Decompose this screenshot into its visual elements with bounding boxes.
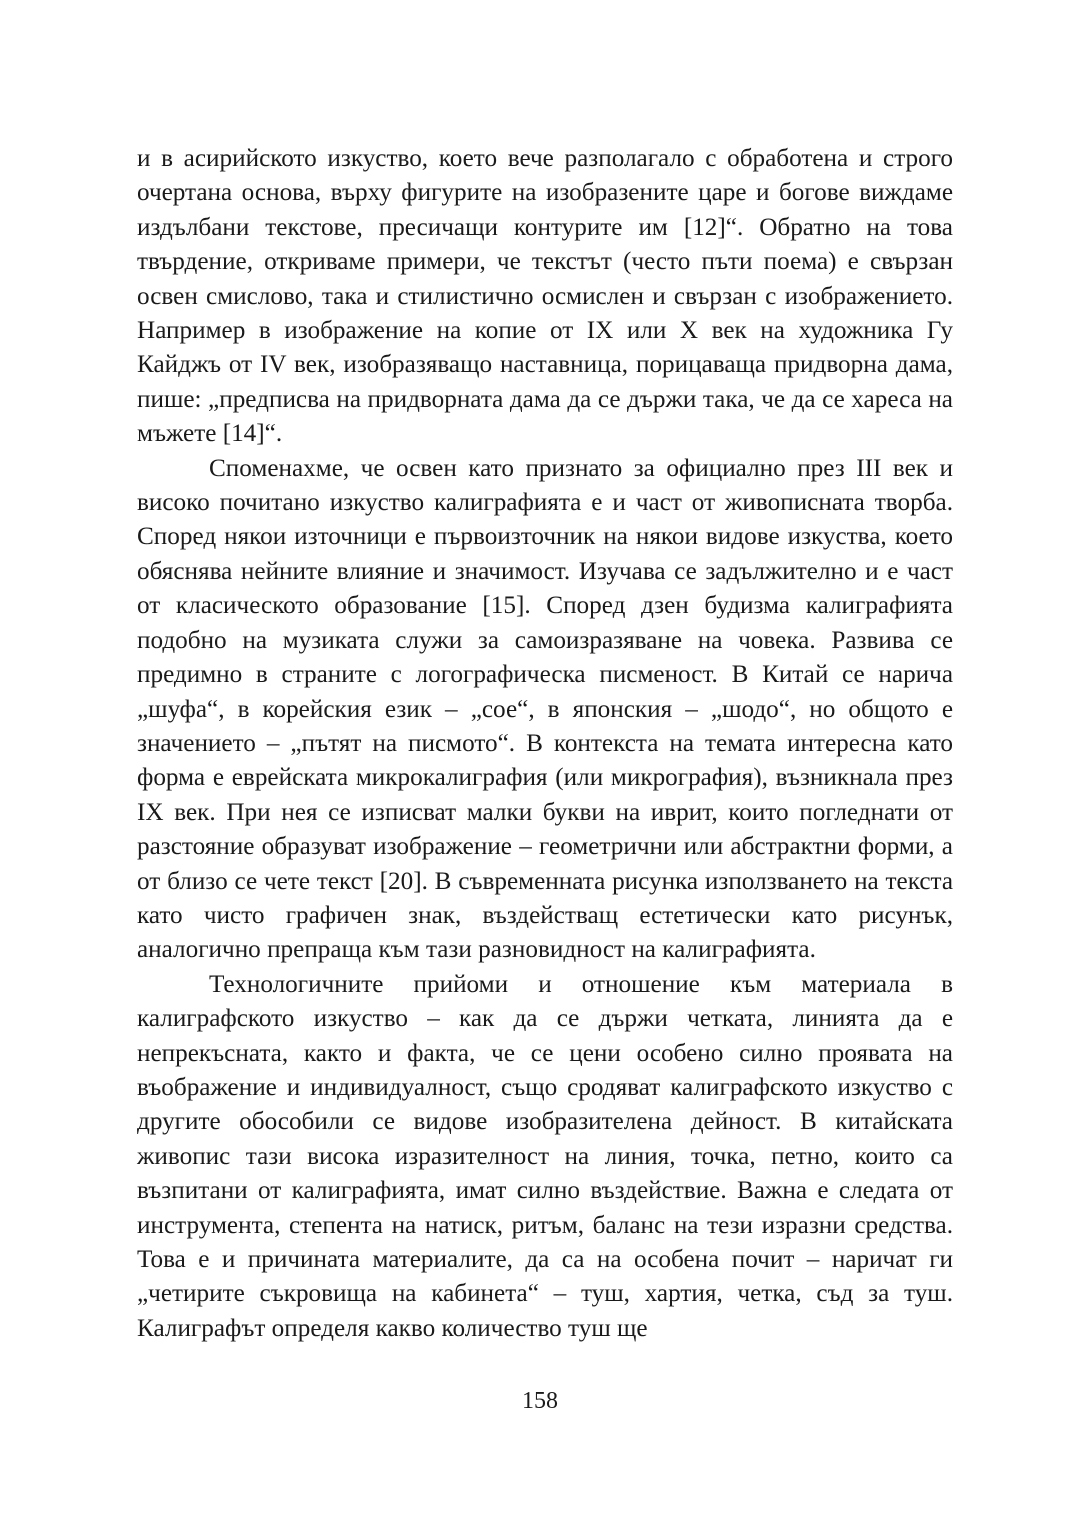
body-text <box>137 142 953 1346</box>
page-number: 158 <box>522 1388 558 1414</box>
paragraph-3: Технологичните прийоми и отношение към материала в калиграфското изкуство – как да се държи четката, линията да е непрекъсната, както и факта, че се цени особено силно проявата на въображение и индивидуалност, също сродяват калиграфското изкуство с другите обособили се видове изобразителена дейност. В китайската живопис тази висока изразителност на линия, точка, петно, които са възпитани от калиграфията, имат силно въздействие. Важна е следата от инструмента, степента на натиск, ритъм, баланс на тези изразни средства. Това е и причината материалите, да са на особена почит – наричат ги „четирите съкровища на кабинета“ – туш, хартия, четка, съд за туш. Калиграфът определя какво количество туш ще <box>137 970 953 1342</box>
paragraph-2: Споменахме, че освен като признато за официално през III век и високо почитано изкуство калиграфията е и част от живописната творба. Според някои източници е първоизточник на някои видове изкуства, което обяснява нейните влияние и значимост. Изучава се задължително и е част от класическото образование [15]. Според дзен будизма калиграфията подобно на музиката служи за самоизразяване на човека. Развива се предимно в страните с логографическа писменост. В Китай се нарича „шуфа“, в корейския език – „сое“, в японския – „шодо“, но общото е значението – „пътят на писмото“. В контекста на темата интересна като форма е еврейската микрокалиграфия (или микрография), възникнала през IX век. При нея се изписват малки букви на иврит, които погледнати от разстояние образуват изображение – геометрични или абстрактни форми, а от близо се чете текст [20]. В съвременната рисунка използването на текста като чисто графичен знак, въздействащ естетически като рисунък, аналогично препраща към тази разновидност на калиграфията. <box>137 454 953 964</box>
paragraph-1: и в асирийското изкуство, което вече разполагало с обработена и строго очертана основа, върху фигурите на изобразените царе и богове виждаме издълбани текстове, пресичащи контурите им [12]“. Обратно на това твърдение, откриваме примери, че текстът (често пъти поема) е свързан освен смислово, така и стилистично осмислен и свързан с изображението. Например в изображение на копие от IX или X век на художника Гу Кайджъ от IV век, изобразяващо наставница, порицаваща придворна дама, пише: „предписва на придворната дама да се държи така, че да се хареса на мъжете [14]“. <box>137 145 953 448</box>
